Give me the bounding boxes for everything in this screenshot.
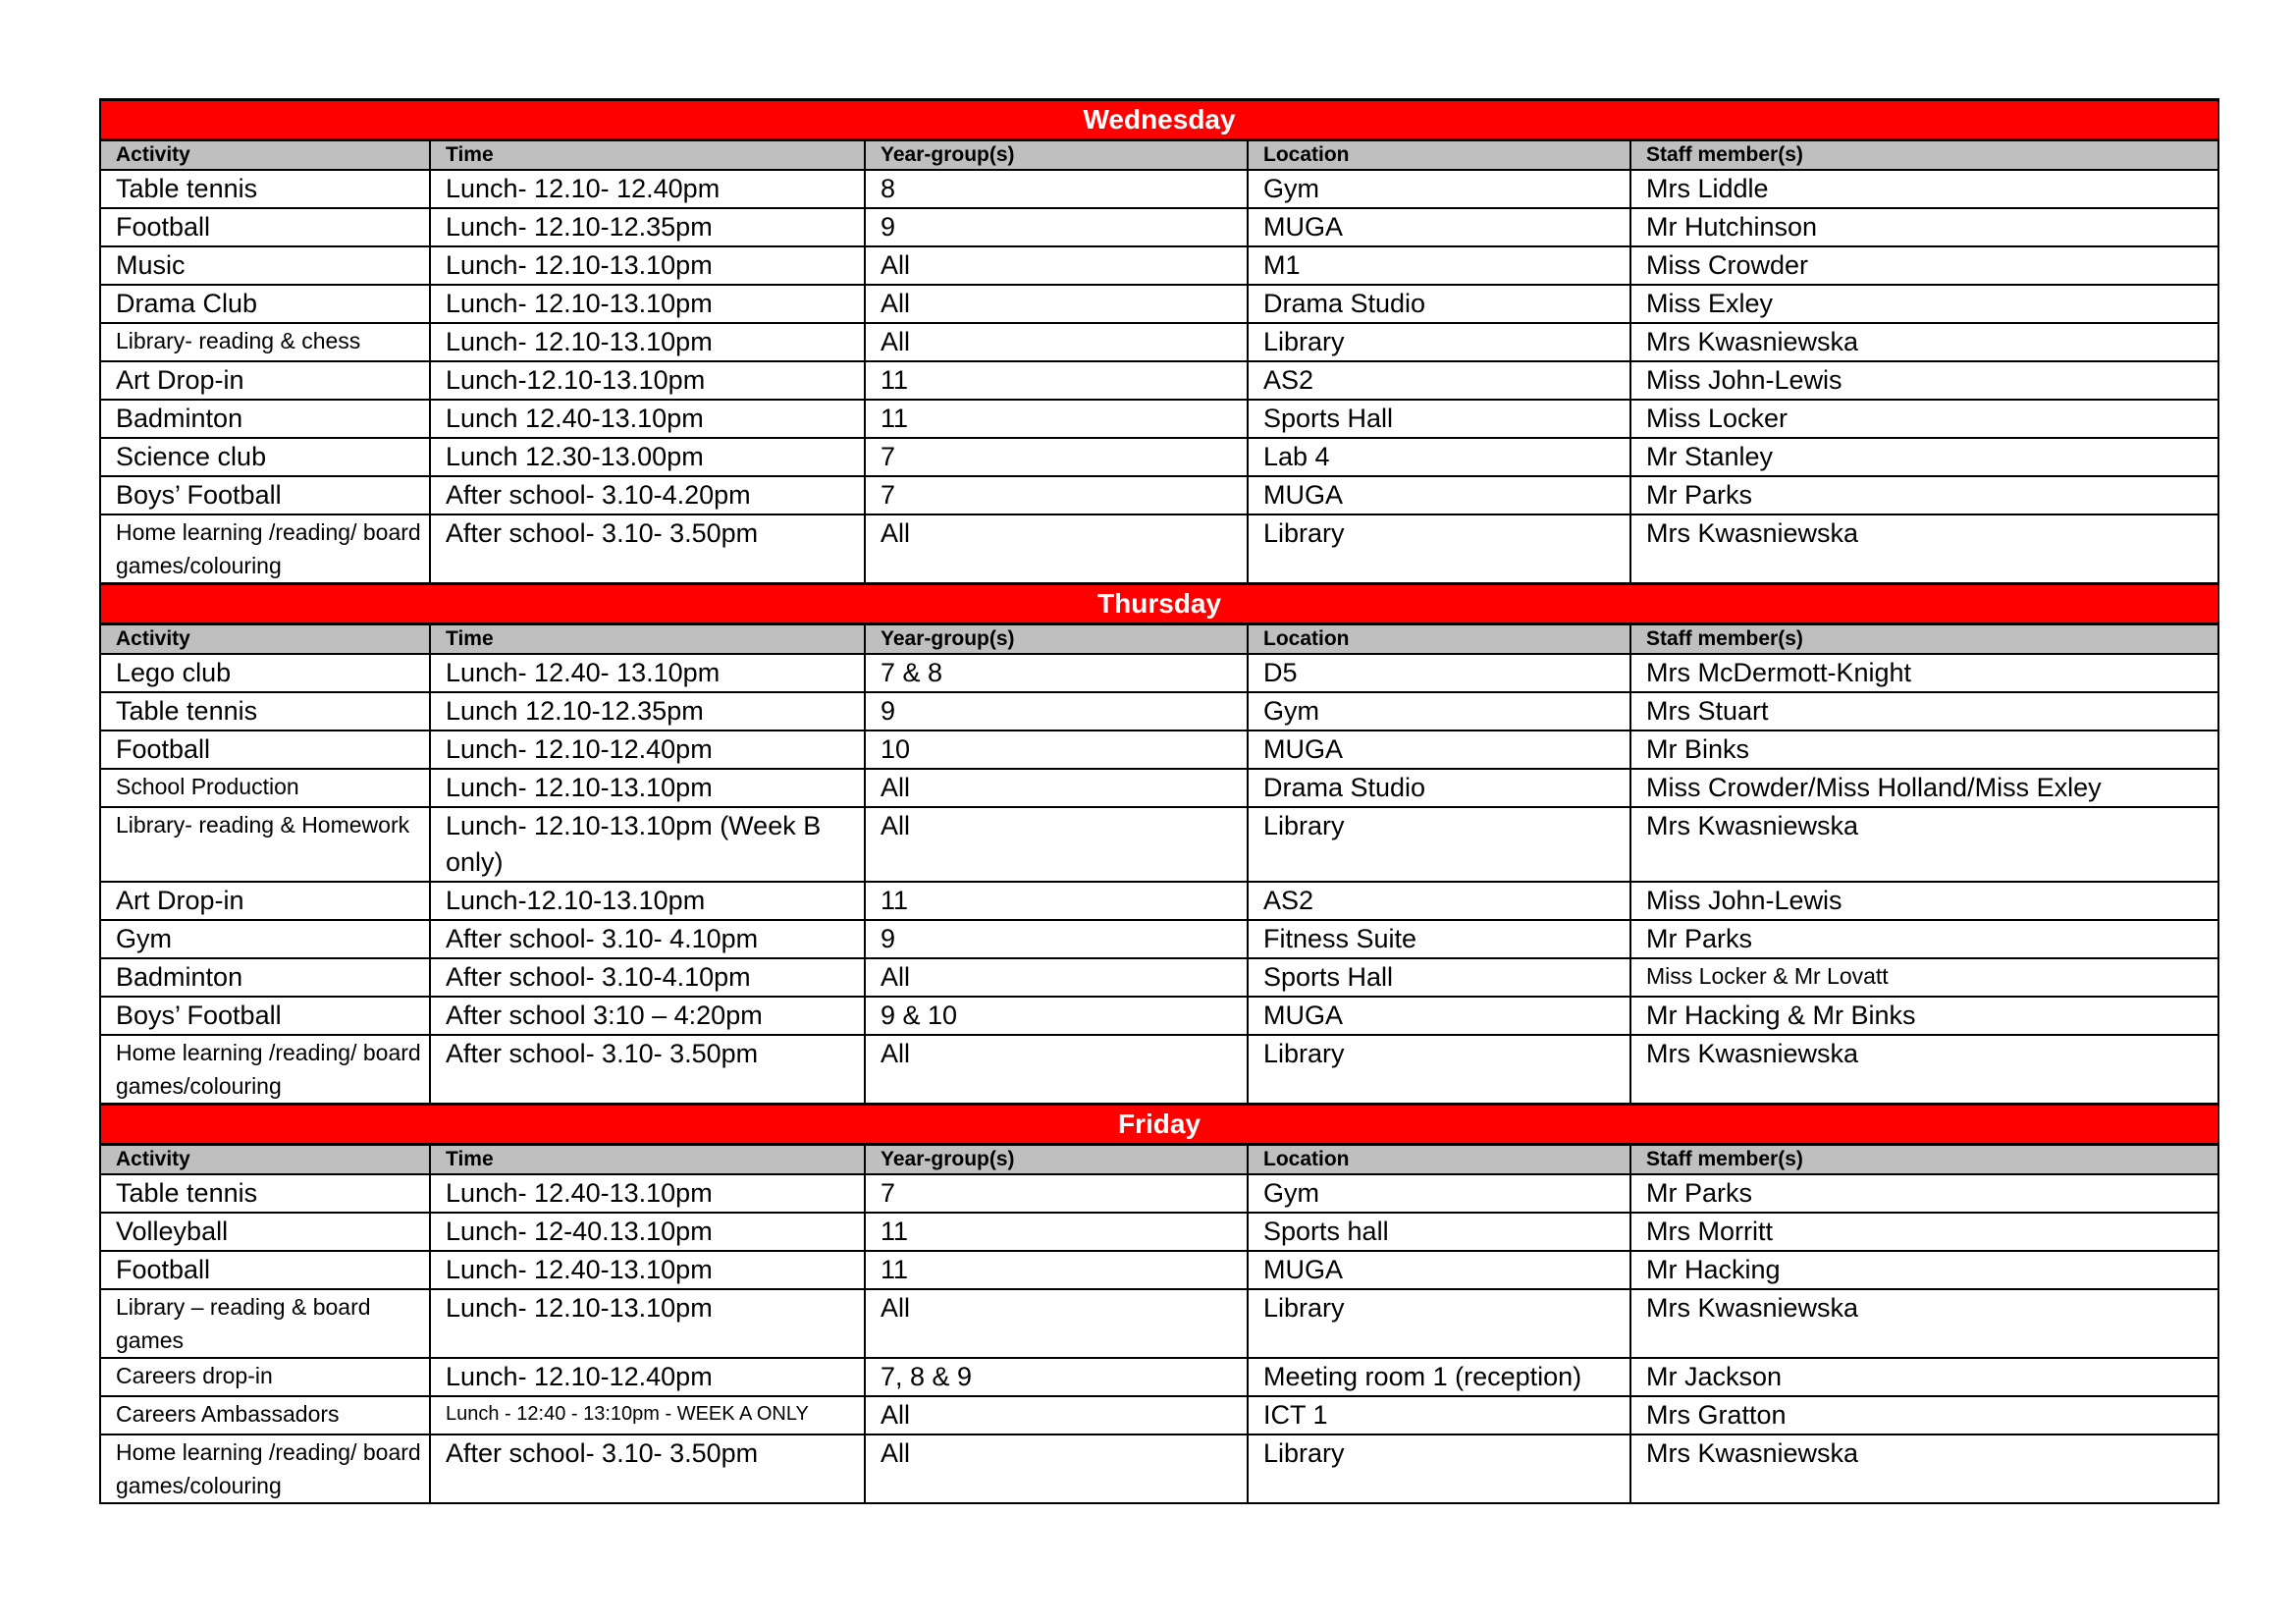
clubs-timetable — [99, 98, 2219, 1504]
cell-staff: Miss Exley — [1630, 285, 2218, 323]
column-header-location: Location — [1248, 1145, 1630, 1175]
cell-location: MUGA — [1248, 997, 1630, 1035]
cell-time: Lunch- 12.40-13.10pm — [430, 1251, 865, 1289]
column-header-staff: Staff member(s) — [1630, 140, 2218, 171]
cell-location: MUGA — [1248, 476, 1630, 514]
cell-staff: Mrs Gratton — [1630, 1396, 2218, 1435]
column-header-time: Time — [430, 140, 865, 171]
cell-location: Meeting room 1 (reception) — [1248, 1358, 1630, 1396]
table-row — [100, 514, 2218, 584]
column-header-year-group: Year-group(s) — [865, 624, 1248, 655]
cell-location: Sports Hall — [1248, 400, 1630, 438]
table-row — [100, 1358, 2218, 1396]
table-row — [100, 285, 2218, 323]
cell-year-group: All — [865, 285, 1248, 323]
table-row — [100, 654, 2218, 692]
table-row — [100, 692, 2218, 731]
table-row — [100, 1289, 2218, 1358]
cell-activity: Volleyball — [100, 1213, 430, 1251]
column-header-activity: Activity — [100, 140, 430, 171]
cell-year-group: 8 — [865, 170, 1248, 208]
cell-staff: Mr Jackson — [1630, 1358, 2218, 1396]
cell-activity: Boys’ Football — [100, 476, 430, 514]
cell-location: MUGA — [1248, 731, 1630, 769]
column-header-activity: Activity — [100, 1145, 430, 1175]
cell-year-group: All — [865, 1035, 1248, 1105]
cell-year-group: 11 — [865, 1251, 1248, 1289]
cell-staff: Mrs Kwasniewska — [1630, 807, 2218, 882]
cell-staff: Mrs Morritt — [1630, 1213, 2218, 1251]
cell-staff: Miss Locker & Mr Lovatt — [1630, 958, 2218, 997]
cell-staff: Mrs Stuart — [1630, 692, 2218, 731]
cell-year-group: All — [865, 1435, 1248, 1503]
cell-year-group: 7, 8 & 9 — [865, 1358, 1248, 1396]
cell-activity: Art Drop-in — [100, 882, 430, 920]
cell-time: Lunch 12.30-13.00pm — [430, 438, 865, 476]
cell-activity: Football — [100, 1251, 430, 1289]
table-row — [100, 361, 2218, 400]
table-row — [100, 769, 2218, 807]
cell-activity: Table tennis — [100, 692, 430, 731]
table-row — [100, 731, 2218, 769]
cell-activity: Home learning /reading/ board games/colouring — [100, 1435, 430, 1503]
column-header-row — [100, 624, 2218, 655]
cell-location: MUGA — [1248, 1251, 1630, 1289]
cell-time: Lunch- 12.10-13.10pm — [430, 285, 865, 323]
cell-staff: Miss Crowder — [1630, 246, 2218, 285]
cell-time: Lunch- 12.40-13.10pm — [430, 1174, 865, 1213]
cell-staff: Miss Crowder/Miss Holland/Miss Exley — [1630, 769, 2218, 807]
cell-year-group: 7 & 8 — [865, 654, 1248, 692]
cell-activity: Home learning /reading/ board games/colouring — [100, 514, 430, 584]
cell-year-group: 7 — [865, 1174, 1248, 1213]
table-row — [100, 1396, 2218, 1435]
cell-staff: Mrs Kwasniewska — [1630, 514, 2218, 584]
cell-time: Lunch- 12.10-12.40pm — [430, 731, 865, 769]
cell-activity: Football — [100, 731, 430, 769]
cell-location: Sports hall — [1248, 1213, 1630, 1251]
column-header-year-group: Year-group(s) — [865, 140, 1248, 171]
cell-location: Library — [1248, 1035, 1630, 1105]
day-title: Thursday — [100, 584, 2218, 624]
cell-year-group: All — [865, 246, 1248, 285]
cell-location: Library — [1248, 514, 1630, 584]
cell-staff: Mrs Kwasniewska — [1630, 323, 2218, 361]
cell-location: MUGA — [1248, 208, 1630, 246]
day-header-row — [100, 584, 2218, 624]
cell-staff: Mr Parks — [1630, 920, 2218, 958]
cell-staff: Miss Locker — [1630, 400, 2218, 438]
cell-activity: Music — [100, 246, 430, 285]
cell-year-group: 9 — [865, 920, 1248, 958]
cell-year-group: All — [865, 1396, 1248, 1435]
timetable-body — [100, 100, 2218, 1504]
table-row — [100, 400, 2218, 438]
cell-activity: Gym — [100, 920, 430, 958]
table-row — [100, 323, 2218, 361]
cell-staff: Mr Parks — [1630, 476, 2218, 514]
cell-year-group: 7 — [865, 476, 1248, 514]
table-row — [100, 208, 2218, 246]
table-row — [100, 882, 2218, 920]
cell-time: After school 3:10 – 4:20pm — [430, 997, 865, 1035]
table-row — [100, 1251, 2218, 1289]
cell-year-group: All — [865, 514, 1248, 584]
cell-year-group: 11 — [865, 1213, 1248, 1251]
cell-year-group: All — [865, 958, 1248, 997]
cell-activity: Table tennis — [100, 1174, 430, 1213]
cell-location: Library — [1248, 323, 1630, 361]
cell-location: M1 — [1248, 246, 1630, 285]
cell-time: Lunch-12.10-13.10pm — [430, 361, 865, 400]
cell-activity: Library – reading & board games — [100, 1289, 430, 1358]
column-header-row — [100, 1145, 2218, 1175]
cell-time: Lunch- 12.10-12.40pm — [430, 1358, 865, 1396]
cell-activity: Boys’ Football — [100, 997, 430, 1035]
column-header-staff: Staff member(s) — [1630, 624, 2218, 655]
table-row — [100, 807, 2218, 882]
cell-location: Library — [1248, 807, 1630, 882]
cell-year-group: 9 — [865, 692, 1248, 731]
cell-year-group: 11 — [865, 400, 1248, 438]
cell-activity: Library- reading & Homework — [100, 807, 430, 882]
cell-activity: School Production — [100, 769, 430, 807]
cell-location: Drama Studio — [1248, 769, 1630, 807]
cell-year-group: 11 — [865, 361, 1248, 400]
cell-activity: Science club — [100, 438, 430, 476]
cell-staff: Mr Hacking — [1630, 1251, 2218, 1289]
cell-time: Lunch - 12:40 - 13:10pm - WEEK A ONLY — [430, 1396, 865, 1435]
cell-location: Lab 4 — [1248, 438, 1630, 476]
cell-time: Lunch-12.10-13.10pm — [430, 882, 865, 920]
cell-staff: Mr Hutchinson — [1630, 208, 2218, 246]
cell-year-group: 11 — [865, 882, 1248, 920]
cell-year-group: All — [865, 807, 1248, 882]
cell-time: Lunch- 12.10-13.10pm — [430, 246, 865, 285]
cell-activity: Careers Ambassadors — [100, 1396, 430, 1435]
cell-location: ICT 1 — [1248, 1396, 1630, 1435]
cell-location: Gym — [1248, 170, 1630, 208]
cell-staff: Mrs Kwasniewska — [1630, 1035, 2218, 1105]
cell-time: Lunch- 12.10-13.10pm (Week B only) — [430, 807, 865, 882]
cell-staff: Mrs Liddle — [1630, 170, 2218, 208]
cell-time: After school- 3.10-4.10pm — [430, 958, 865, 997]
cell-staff: Mrs McDermott-Knight — [1630, 654, 2218, 692]
cell-activity: Table tennis — [100, 170, 430, 208]
cell-time: Lunch- 12.10- 12.40pm — [430, 170, 865, 208]
cell-staff: Mr Stanley — [1630, 438, 2218, 476]
cell-activity: Lego club — [100, 654, 430, 692]
table-row — [100, 1174, 2218, 1213]
cell-location: Sports Hall — [1248, 958, 1630, 997]
table-row — [100, 1035, 2218, 1105]
cell-year-group: All — [865, 323, 1248, 361]
table-row — [100, 1435, 2218, 1503]
cell-time: After school- 3.10- 3.50pm — [430, 1035, 865, 1105]
table-row — [100, 246, 2218, 285]
cell-staff: Mr Hacking & Mr Binks — [1630, 997, 2218, 1035]
table-row — [100, 476, 2218, 514]
cell-activity: Library- reading & chess — [100, 323, 430, 361]
cell-activity: Football — [100, 208, 430, 246]
cell-activity: Careers drop-in — [100, 1358, 430, 1396]
column-header-time: Time — [430, 624, 865, 655]
cell-location: Gym — [1248, 692, 1630, 731]
cell-staff: Mrs Kwasniewska — [1630, 1289, 2218, 1358]
column-header-staff: Staff member(s) — [1630, 1145, 2218, 1175]
cell-time: Lunch- 12.10-12.35pm — [430, 208, 865, 246]
cell-staff: Mr Binks — [1630, 731, 2218, 769]
cell-activity: Art Drop-in — [100, 361, 430, 400]
table-row — [100, 920, 2218, 958]
column-header-location: Location — [1248, 624, 1630, 655]
cell-time: Lunch- 12.40- 13.10pm — [430, 654, 865, 692]
cell-time: Lunch- 12.10-13.10pm — [430, 1289, 865, 1358]
column-header-time: Time — [430, 1145, 865, 1175]
cell-time: After school- 3.10- 3.50pm — [430, 1435, 865, 1503]
cell-year-group: All — [865, 1289, 1248, 1358]
cell-time: Lunch 12.10-12.35pm — [430, 692, 865, 731]
day-header-row — [100, 100, 2218, 140]
cell-location: AS2 — [1248, 882, 1630, 920]
cell-year-group: 7 — [865, 438, 1248, 476]
cell-location: D5 — [1248, 654, 1630, 692]
cell-year-group: 10 — [865, 731, 1248, 769]
cell-location: Gym — [1248, 1174, 1630, 1213]
table-row — [100, 1213, 2218, 1251]
cell-location: Library — [1248, 1435, 1630, 1503]
table-row — [100, 170, 2218, 208]
day-header-row — [100, 1105, 2218, 1145]
cell-time: Lunch- 12.10-13.10pm — [430, 323, 865, 361]
cell-activity: Badminton — [100, 958, 430, 997]
day-title: Friday — [100, 1105, 2218, 1145]
cell-activity: Drama Club — [100, 285, 430, 323]
cell-staff: Mrs Kwasniewska — [1630, 1435, 2218, 1503]
cell-time: After school- 3.10-4.20pm — [430, 476, 865, 514]
column-header-location: Location — [1248, 140, 1630, 171]
cell-year-group: 9 — [865, 208, 1248, 246]
cell-activity: Badminton — [100, 400, 430, 438]
cell-time: Lunch- 12.10-13.10pm — [430, 769, 865, 807]
cell-location: AS2 — [1248, 361, 1630, 400]
table-row — [100, 438, 2218, 476]
cell-location: Library — [1248, 1289, 1630, 1358]
cell-year-group: All — [865, 769, 1248, 807]
day-title: Wednesday — [100, 100, 2218, 140]
column-header-row — [100, 140, 2218, 171]
cell-time: After school- 3.10- 4.10pm — [430, 920, 865, 958]
cell-location: Drama Studio — [1248, 285, 1630, 323]
column-header-year-group: Year-group(s) — [865, 1145, 1248, 1175]
cell-time: After school- 3.10- 3.50pm — [430, 514, 865, 584]
column-header-activity: Activity — [100, 624, 430, 655]
cell-staff: Miss John-Lewis — [1630, 361, 2218, 400]
table-row — [100, 958, 2218, 997]
cell-time: Lunch 12.40-13.10pm — [430, 400, 865, 438]
cell-time: Lunch- 12-40.13.10pm — [430, 1213, 865, 1251]
cell-staff: Mr Parks — [1630, 1174, 2218, 1213]
cell-year-group: 9 & 10 — [865, 997, 1248, 1035]
cell-location: Fitness Suite — [1248, 920, 1630, 958]
cell-activity: Home learning /reading/ board games/colouring — [100, 1035, 430, 1105]
table-row — [100, 997, 2218, 1035]
cell-staff: Miss John-Lewis — [1630, 882, 2218, 920]
